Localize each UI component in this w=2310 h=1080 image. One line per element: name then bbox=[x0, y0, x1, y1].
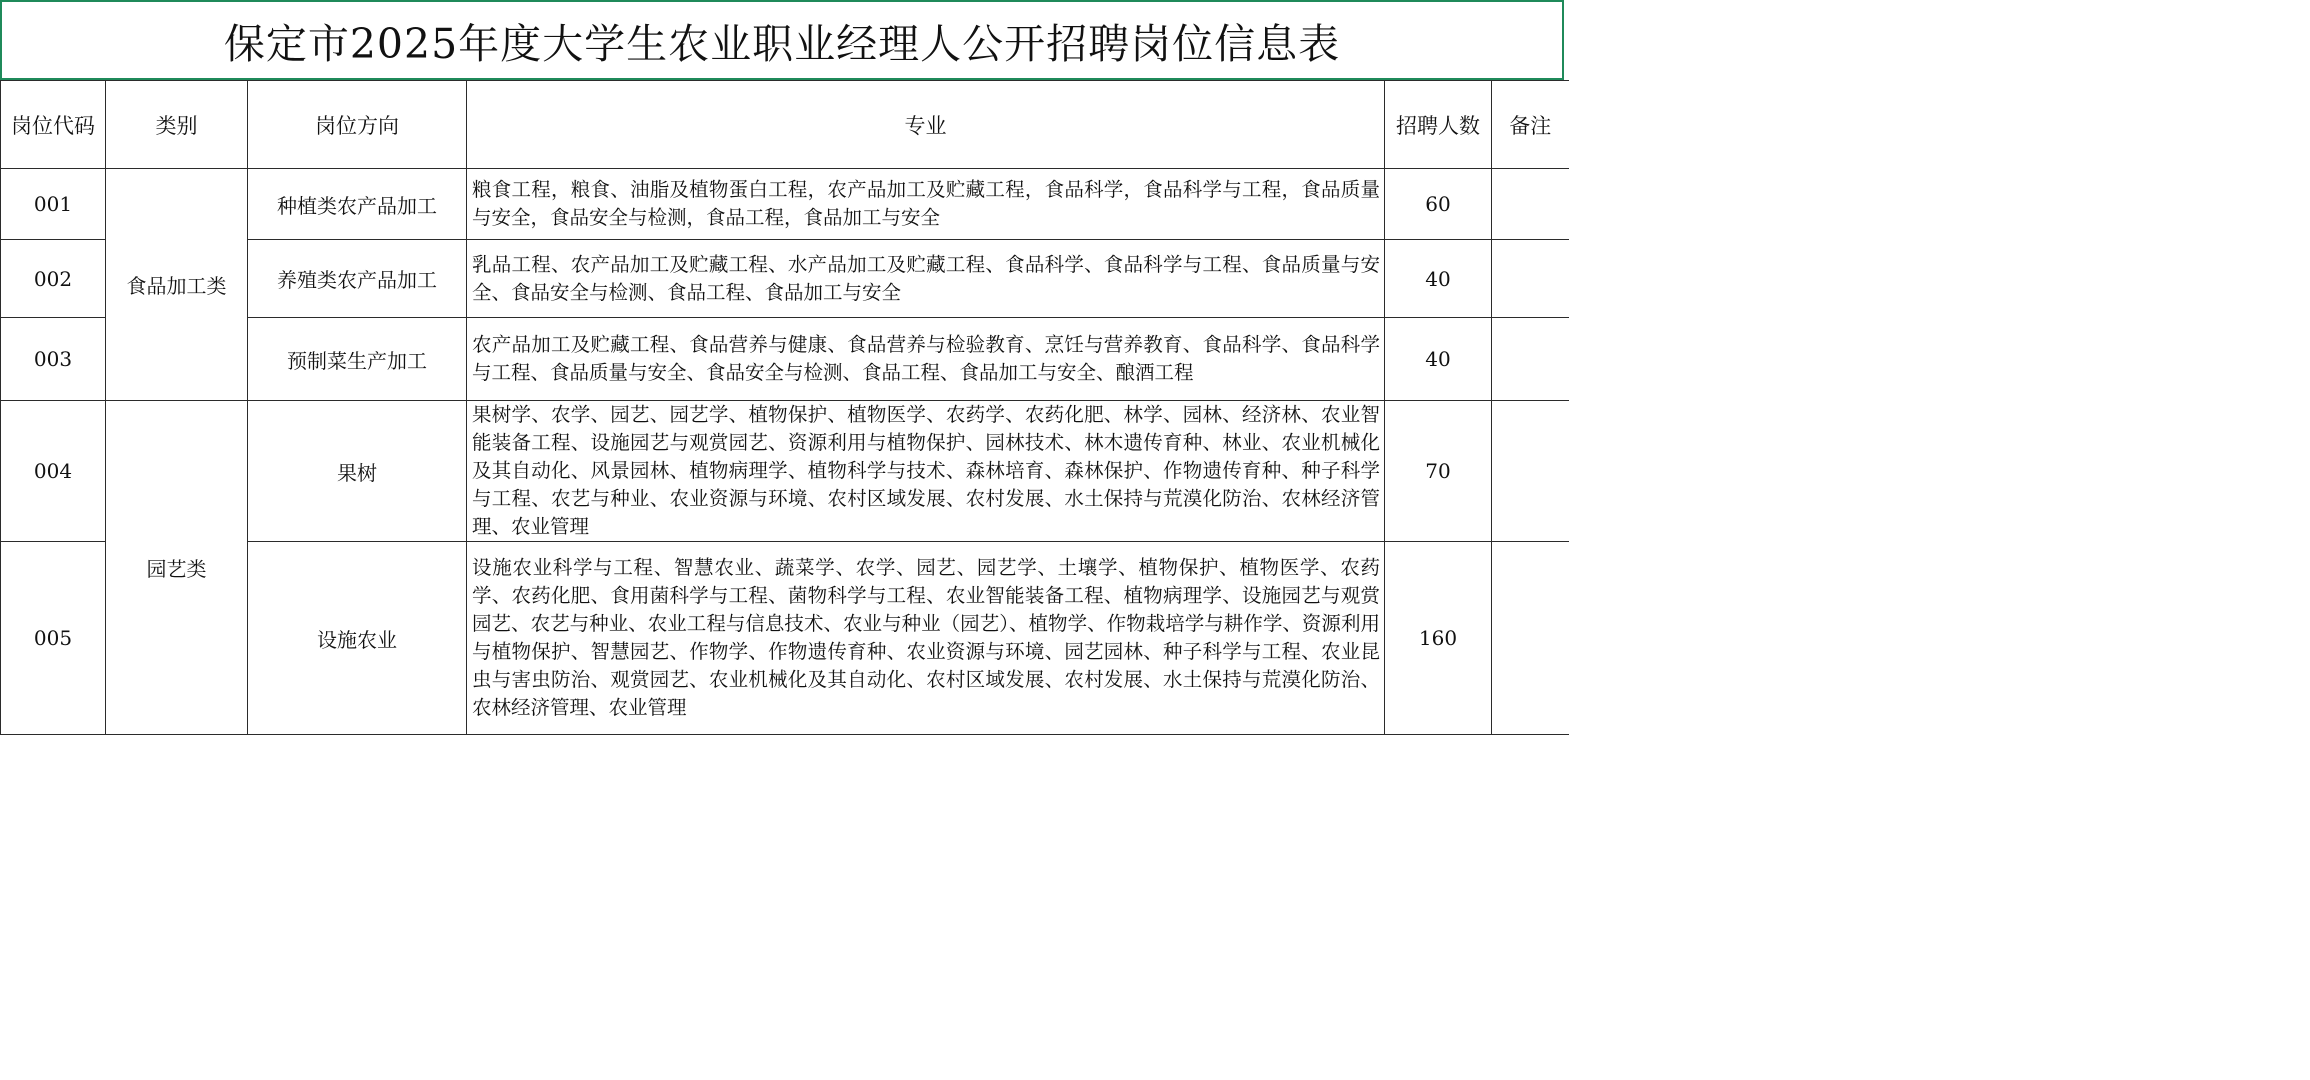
table-row bbox=[1, 169, 1569, 240]
count-cell: 160 bbox=[1385, 542, 1492, 735]
major-cell: 粮食工程，粮食、油脂及植物蛋白工程，农产品加工及贮藏工程，食品科学，食品科学与工程，食品质量与安全，食品安全与检测，食品工程，食品加工与安全 bbox=[467, 169, 1385, 240]
direction-cell: 设施农业 bbox=[248, 542, 467, 735]
header-direction: 岗位方向 bbox=[248, 81, 467, 169]
positions-table bbox=[0, 80, 1569, 735]
position-code: 002 bbox=[1, 240, 106, 318]
page-title: 保定市2025年度大学生农业职业经理人公开招聘岗位信息表 bbox=[0, 0, 1564, 80]
remark-cell bbox=[1492, 401, 1569, 542]
position-code: 004 bbox=[1, 401, 106, 542]
count-cell: 40 bbox=[1385, 240, 1492, 318]
direction-cell: 预制菜生产加工 bbox=[248, 318, 467, 401]
count-cell: 60 bbox=[1385, 169, 1492, 240]
position-code: 001 bbox=[1, 169, 106, 240]
direction-cell: 养殖类农产品加工 bbox=[248, 240, 467, 318]
header-major: 专业 bbox=[467, 81, 1385, 169]
remark-cell bbox=[1492, 318, 1569, 401]
position-code: 005 bbox=[1, 542, 106, 735]
direction-cell: 果树 bbox=[248, 401, 467, 542]
direction-cell: 种植类农产品加工 bbox=[248, 169, 467, 240]
major-cell: 果树学、农学、园艺、园艺学、植物保护、植物医学、农药学、农药化肥、林学、园林、经济林、农业智能装备工程、设施园艺与观赏园艺、资源利用与植物保护、园林技术、林木遗传育种、林业、农业机械化及其自动化、风景园林、植物病理学、植物科学与技术、森林培育、森林保护、作物遗传育种、种子科学与工程、农艺与种业、农业资源与环境、农村区域发展、农村发展、水土保持与荒漠化防治、农林经济管理、农业管理 bbox=[467, 401, 1385, 542]
remark-cell bbox=[1492, 542, 1569, 735]
table-row bbox=[1, 401, 1569, 542]
header-row bbox=[1, 81, 1569, 169]
category-cell: 食品加工类 bbox=[106, 169, 248, 401]
remark-cell bbox=[1492, 240, 1569, 318]
major-cell: 乳品工程、农产品加工及贮藏工程、水产品加工及贮藏工程、食品科学、食品科学与工程、食品质量与安全、食品安全与检测、食品工程、食品加工与安全 bbox=[467, 240, 1385, 318]
major-cell: 设施农业科学与工程、智慧农业、蔬菜学、农学、园艺、园艺学、土壤学、植物保护、植物医学、农药学、农药化肥、食用菌科学与工程、菌物科学与工程、农业智能装备工程、植物病理学、设施园艺与观赏园艺、农艺与种业、农业工程与信息技术、农业与种业（园艺）、植物学、作物栽培学与耕作学、资源利用与植物保护、智慧园艺、作物学、作物遗传育种、农业资源与环境、园艺园林、种子科学与工程、农业昆虫与害虫防治、观赏园艺、农业机械化及其自动化、农村区域发展、农村发展、水土保持与荒漠化防治、农林经济管理、农业管理 bbox=[467, 542, 1385, 735]
position-code: 003 bbox=[1, 318, 106, 401]
major-cell: 农产品加工及贮藏工程、食品营养与健康、食品营养与检验教育、烹饪与营养教育、食品科学、食品科学与工程、食品质量与安全、食品安全与检测、食品工程、食品加工与安全、酿酒工程 bbox=[467, 318, 1385, 401]
header-code: 岗位代码 bbox=[1, 81, 106, 169]
category-cell: 园艺类 bbox=[106, 401, 248, 735]
count-cell: 70 bbox=[1385, 401, 1492, 542]
header-category: 类别 bbox=[106, 81, 248, 169]
remark-cell bbox=[1492, 169, 1569, 240]
header-remark: 备注 bbox=[1492, 81, 1569, 169]
count-cell: 40 bbox=[1385, 318, 1492, 401]
header-count: 招聘人数 bbox=[1385, 81, 1492, 169]
